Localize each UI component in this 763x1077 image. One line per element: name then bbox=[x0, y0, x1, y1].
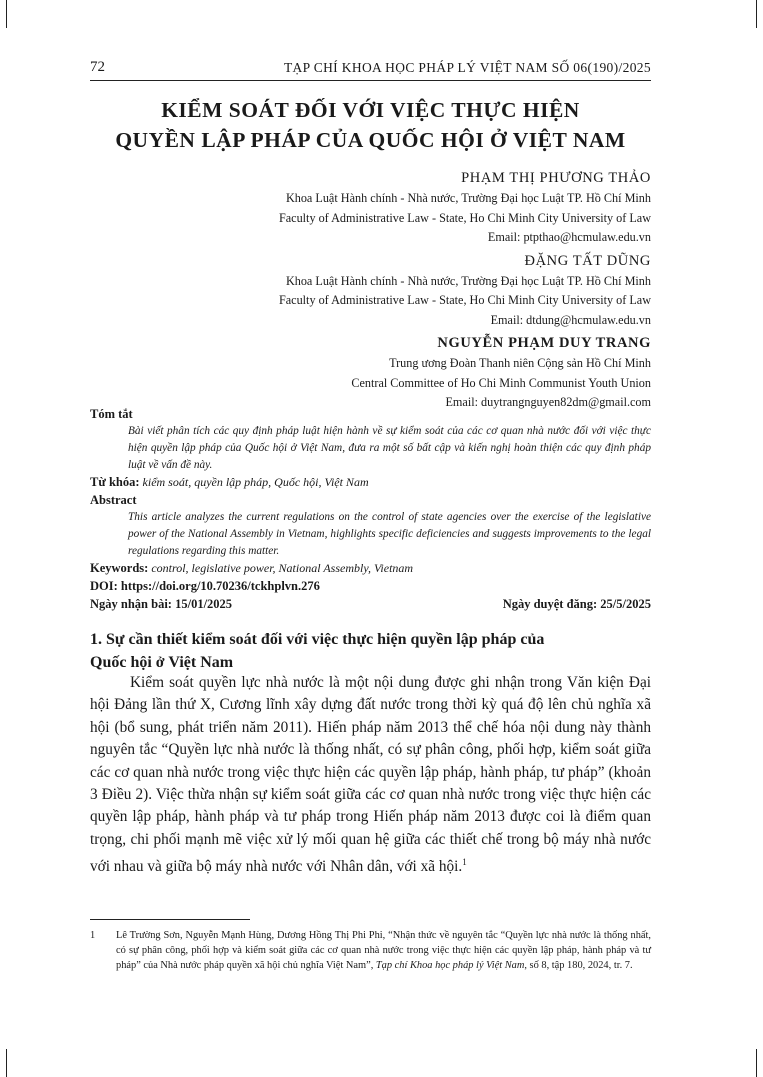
paragraph-text: Kiểm soát quyền lực nhà nước là một nội dung được ghi nhận trong Văn kiện Đại hội Đảng lần thứ X, Cương lĩnh xây dựng đất nước trong thời kỳ quá độ lên chủ nghĩa xã hội (bổ sung, phát triển năm 2011). Hiến pháp năm 2013 thể chế hóa nội dung này thành nguyên tắc “Quyền lực nhà nước là thống nhất, có sự phân công, phối hợp, kiểm soát giữa các cơ quan nhà nước trong việc thực hiện các quyền lập pháp, hành pháp, tư pháp” (khoản 3 Điều 2). Việc thừa nhận sự kiểm soát giữa các cơ quan nhà nước trong việc thực hiện các quyền lập pháp, hành pháp và tư pháp trong Hiến pháp năm 2013 được coi là điểm quan trọng, chi phối mạnh mẽ việc xử lý mối quan hệ giữa các thiết chế trong bộ máy nhà nước với nhau và giữa bộ máy nhà nước với Nhân dân, với xã hội. bbox=[90, 674, 651, 876]
footnote-text-part: , số 8, tập 180, 2024, tr. 7. bbox=[524, 960, 633, 971]
running-header bbox=[90, 58, 651, 81]
doi-link[interactable]: DOI: https://doi.org/10.70236/tckhplvn.276 bbox=[90, 579, 320, 593]
footnote bbox=[90, 928, 651, 973]
body-paragraph bbox=[90, 672, 651, 879]
crop-mark bbox=[6, 0, 7, 28]
author-email: Email: ptpthao@hcmulaw.edu.vn bbox=[487, 230, 651, 244]
author-name: ĐẶNG TẤT DŨNG bbox=[524, 252, 651, 269]
author-email: Email: duytrangnguyen82dm@gmail.com bbox=[445, 395, 651, 409]
author-name: NGUYỄN PHẠM DUY TRANG bbox=[437, 335, 651, 351]
author-affiliation-en: Faculty of Administrative Law - State, Ho Chi Minh City University of Law bbox=[278, 293, 651, 307]
page-number: 72 bbox=[90, 59, 105, 75]
author-block bbox=[90, 168, 651, 248]
footnote-number: 1 bbox=[90, 930, 96, 941]
front-matter bbox=[90, 405, 651, 613]
author-block bbox=[90, 251, 651, 331]
footnote-text bbox=[116, 928, 651, 973]
crop-mark bbox=[756, 0, 757, 28]
article-title bbox=[90, 95, 651, 155]
author-affiliation-vi: Khoa Luật Hành chính - Nhà nước, Trường Đại học Luật TP. Hồ Chí Minh bbox=[285, 191, 651, 205]
article-dates bbox=[90, 595, 651, 613]
section-heading-line-2: Quốc hội ở Việt Nam bbox=[90, 654, 234, 671]
journal-name: TẠP CHÍ KHOA HỌC PHÁP LÝ VIỆT NAM SỐ 06(190)/2025 bbox=[283, 60, 651, 75]
summary-text: Bài viết phân tích các quy định pháp luật hiện hành về sự kiểm soát của các cơ quan nhà nước đối với việc thực hiện quyền lập pháp của Quốc hội ở Việt Nam, đưa ra một số bất cập và kiến nghị hoàn thiện các quy định pháp luật về vấn đề này. bbox=[128, 425, 651, 471]
keywords-vi-text: kiểm soát, quyền lập pháp, Quốc hội, Việt Nam bbox=[142, 475, 369, 489]
footnote-divider bbox=[90, 919, 250, 920]
accepted bbox=[503, 595, 651, 613]
footnote-text-part: Lê Trường Sơn, Nguyễn Mạnh Hùng, Dương Hồng Thị Phi Phi, “Nhận thức về nguyên tắc “Quyền lực nhà nước là thống nhất, có sự phân công, phối hợp và kiểm soát giữa các cơ quan nhà nước trong việc thực hiện các quyền lập pháp, hành pháp và tư pháp” của Nhà nước pháp quyền xã hội chủ nghĩa Việt Nam”, bbox=[116, 930, 651, 971]
author-block bbox=[90, 333, 651, 413]
abstract-text: This article analyzes the current regulations on the control of state agencies over the exercise of the legislative power of the National Assembly in Vietnam, highlights specific deficiencies and suggests improvements to the legal regulations regarding this matter. bbox=[128, 511, 651, 557]
keywords-en-label: Keywords: bbox=[90, 561, 149, 575]
keywords-vi-label: Từ khóa: bbox=[90, 475, 140, 489]
author-affiliation-en: Central Committee of Ho Chi Minh Communist Youth Union bbox=[351, 375, 651, 390]
author-affiliation-vi: Trung ương Đoàn Thanh niên Cộng sản Hồ Chí Minh bbox=[389, 356, 651, 370]
received-label: Ngày nhận bài: bbox=[90, 597, 172, 611]
crop-mark bbox=[6, 1049, 7, 1077]
abstract-label: Abstract bbox=[90, 493, 137, 507]
title-line-2: QUYỀN LẬP PHÁP CỦA QUỐC HỘI Ở VIỆT NAM bbox=[115, 128, 626, 152]
accepted-label: Ngày duyệt đăng: bbox=[502, 597, 598, 611]
author-list bbox=[90, 168, 651, 416]
keywords-en bbox=[90, 560, 651, 577]
summary-label: Tóm tắt bbox=[90, 407, 133, 421]
author-name: PHẠM THỊ PHƯƠNG THẢO bbox=[461, 170, 651, 186]
author-affiliation-vi: Khoa Luật Hành chính - Nhà nước, Trường Đại học Luật TP. Hồ Chí Minh bbox=[285, 273, 651, 288]
keywords-en-text: control, legislative power, National Assembly, Vietnam bbox=[151, 561, 414, 575]
footnote-reference[interactable]: 1 bbox=[462, 857, 467, 868]
section-heading-line-1: 1. Sự cần thiết kiểm soát đối với việc thực hiện quyền lập pháp của bbox=[90, 631, 545, 648]
crop-mark bbox=[756, 1049, 757, 1077]
footnote-journal: Tạp chí Khoa học pháp lý Việt Nam bbox=[375, 960, 525, 971]
received-date: 15/01/2025 bbox=[175, 597, 233, 611]
author-email: Email: dtdung@hcmulaw.edu.vn bbox=[490, 312, 651, 327]
section-heading bbox=[90, 628, 651, 674]
title-line-1: KIỂM SOÁT ĐỐI VỚI VIỆC THỰC HIỆN bbox=[161, 98, 580, 122]
author-affiliation-en: Faculty of Administrative Law - State, Ho Chi Minh City University of Law bbox=[278, 210, 651, 225]
accepted-date: 25/5/2025 bbox=[600, 597, 651, 611]
keywords-vi bbox=[90, 474, 651, 491]
